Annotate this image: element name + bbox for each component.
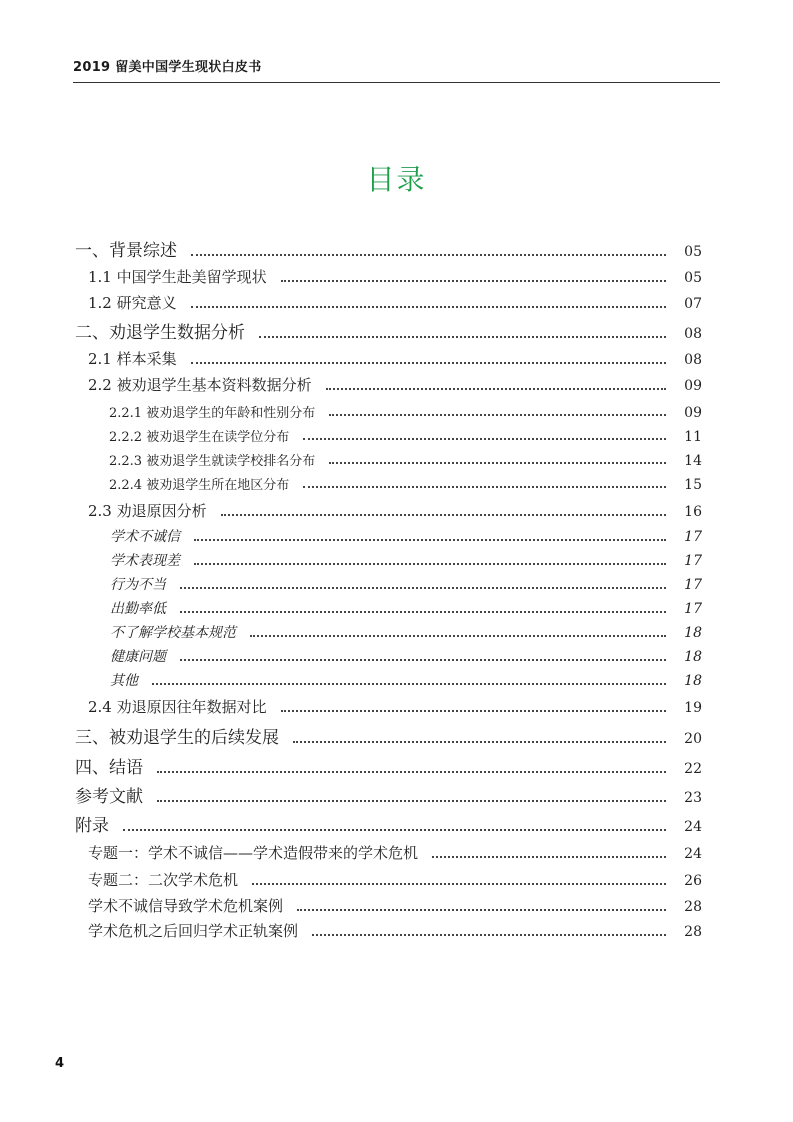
toc-entry-page: 17 bbox=[684, 601, 702, 617]
toc-entry-page: 18 bbox=[684, 673, 702, 689]
dot-leader bbox=[152, 682, 666, 685]
toc-entry[interactable] bbox=[88, 842, 702, 863]
toc-entry-page: 19 bbox=[684, 700, 702, 716]
toc-entry-label: 参考文献 bbox=[75, 787, 143, 807]
toc-entry-page: 24 bbox=[684, 819, 702, 835]
toc-entry-page: 23 bbox=[684, 790, 702, 806]
dot-leader bbox=[194, 538, 666, 541]
dot-leader bbox=[432, 855, 666, 858]
toc-entry-page: 09 bbox=[684, 405, 702, 421]
toc-entry[interactable] bbox=[110, 574, 702, 594]
toc-entry-page: 18 bbox=[684, 649, 702, 665]
toc-entry-label: 出勤率低 bbox=[110, 601, 166, 617]
dot-leader bbox=[180, 658, 666, 661]
toc-entry-label: 学术表现差 bbox=[110, 553, 180, 569]
toc-entry-label: 一、背景综述 bbox=[75, 241, 177, 261]
toc-entry-label: 2.2.4 被劝退学生所在地区分布 bbox=[109, 478, 290, 493]
toc-entry-page: 28 bbox=[684, 924, 702, 940]
dot-leader bbox=[259, 335, 666, 338]
toc-entry-label: 2.2.2 被劝退学生在读学位分布 bbox=[109, 430, 290, 445]
toc-entry-page: 18 bbox=[684, 625, 702, 641]
toc-entry[interactable] bbox=[88, 696, 702, 717]
toc-entry-page: 14 bbox=[684, 453, 702, 469]
dot-leader bbox=[180, 610, 666, 613]
toc-entry[interactable] bbox=[109, 450, 702, 469]
toc-entry-page: 26 bbox=[684, 873, 702, 889]
dot-leader bbox=[157, 770, 666, 773]
toc-entry-label: 2.2 被劝退学生基本资料数据分析 bbox=[88, 376, 312, 394]
toc-entry-page: 05 bbox=[684, 270, 702, 286]
toc-entry-label: 2.3 劝退原因分析 bbox=[88, 502, 207, 520]
toc-entry-label: 其他 bbox=[110, 673, 138, 689]
toc-entry-label: 附录 bbox=[75, 816, 109, 836]
toc-entry-page: 09 bbox=[684, 378, 702, 394]
dot-leader bbox=[157, 799, 666, 802]
dot-leader bbox=[297, 908, 666, 911]
toc-entry-label: 学术危机之后回归学术正轨案例 bbox=[88, 922, 299, 940]
toc-entry[interactable] bbox=[88, 920, 702, 941]
toc-entry-label: 2.4 劝退原因往年数据对比 bbox=[88, 698, 267, 716]
dot-leader bbox=[329, 461, 666, 464]
toc-entry-label: 2.1 样本采集 bbox=[88, 350, 177, 368]
toc-entry[interactable] bbox=[75, 723, 702, 748]
toc-entry[interactable] bbox=[88, 374, 702, 395]
toc-entry[interactable] bbox=[109, 474, 702, 493]
toc-entry-label: 学术不诚信导致学术危机案例 bbox=[88, 897, 284, 915]
toc-entry-label: 专题二：二次学术危机 bbox=[88, 871, 239, 889]
toc-entry-label: 行为不当 bbox=[110, 577, 166, 593]
toc-entry[interactable] bbox=[110, 598, 702, 618]
dot-leader bbox=[293, 740, 666, 743]
dot-leader bbox=[329, 413, 666, 416]
toc-entry-page: 15 bbox=[684, 477, 702, 493]
toc-entry-label: 学术不诚信 bbox=[110, 529, 180, 545]
dot-leader bbox=[281, 709, 666, 712]
dot-leader bbox=[252, 882, 666, 885]
toc-entry-page: 24 bbox=[684, 846, 702, 862]
dot-leader bbox=[194, 562, 666, 565]
toc-entry[interactable] bbox=[110, 526, 702, 546]
toc-entry-label: 不了解学校基本规范 bbox=[110, 625, 236, 641]
toc-entry-page: 08 bbox=[684, 352, 702, 368]
toc-entry[interactable] bbox=[110, 622, 702, 642]
toc-entry[interactable] bbox=[110, 550, 702, 570]
toc-entry[interactable] bbox=[110, 646, 702, 666]
toc-entry[interactable] bbox=[109, 402, 702, 421]
dot-leader bbox=[250, 634, 666, 637]
toc-entry[interactable] bbox=[110, 670, 702, 690]
dot-leader bbox=[281, 279, 666, 282]
toc-entry[interactable] bbox=[75, 811, 702, 836]
dot-leader bbox=[221, 513, 666, 516]
toc-entry-page: 07 bbox=[684, 296, 702, 312]
dot-leader bbox=[191, 305, 666, 308]
dot-leader bbox=[191, 361, 666, 364]
toc-entry-page: 11 bbox=[684, 429, 702, 445]
toc-entry[interactable] bbox=[75, 753, 702, 778]
dot-leader bbox=[326, 387, 666, 390]
toc-entry[interactable] bbox=[88, 266, 702, 287]
toc-entry-page: 08 bbox=[684, 326, 702, 342]
toc-entry-page: 28 bbox=[684, 899, 702, 915]
toc-entry-page: 05 bbox=[684, 244, 702, 260]
toc-entry-label: 2.2.3 被劝退学生就读学校排名分布 bbox=[109, 454, 316, 469]
toc-entry-page: 17 bbox=[684, 553, 702, 569]
toc-entry-label: 二、劝退学生数据分析 bbox=[75, 323, 245, 343]
running-header: 2019 留美中国学生现状白皮书 bbox=[73, 60, 262, 75]
toc-entry[interactable] bbox=[88, 348, 702, 369]
toc-entry-label: 2.2.1 被劝退学生的年龄和性别分布 bbox=[109, 406, 316, 421]
dot-leader bbox=[180, 586, 666, 589]
page-number: 4 bbox=[55, 1056, 65, 1071]
dot-leader bbox=[303, 485, 666, 488]
toc-entry-label: 1.1 中国学生赴美留学现状 bbox=[88, 268, 267, 286]
toc-entry-label: 四、结语 bbox=[75, 758, 143, 778]
toc-entry[interactable] bbox=[88, 869, 702, 890]
toc-entry-page: 22 bbox=[684, 761, 702, 777]
toc-entry-label: 健康问题 bbox=[110, 649, 166, 665]
toc-entry[interactable] bbox=[109, 426, 702, 445]
toc-entry-page: 16 bbox=[684, 504, 702, 520]
toc-entry[interactable] bbox=[75, 782, 702, 807]
dot-leader bbox=[303, 437, 666, 440]
toc-entry-label: 专题一：学术不诚信——学术造假带来的学术危机 bbox=[88, 844, 419, 862]
toc-entry[interactable] bbox=[88, 895, 702, 916]
dot-leader bbox=[312, 933, 666, 936]
toc-entry-label: 1.2 研究意义 bbox=[88, 294, 177, 312]
dot-leader bbox=[191, 253, 666, 256]
toc-entry[interactable] bbox=[75, 318, 702, 343]
toc-entry[interactable] bbox=[88, 500, 702, 521]
toc-entry[interactable] bbox=[88, 292, 702, 313]
toc-entry-page: 17 bbox=[684, 577, 702, 593]
toc-heading: 目录 bbox=[366, 163, 427, 196]
dot-leader bbox=[123, 828, 666, 831]
toc-entry-page: 20 bbox=[684, 731, 702, 747]
toc-entry[interactable] bbox=[75, 236, 702, 261]
toc-entry-page: 17 bbox=[684, 529, 702, 545]
toc-entry-label: 三、被劝退学生的后续发展 bbox=[75, 728, 279, 748]
